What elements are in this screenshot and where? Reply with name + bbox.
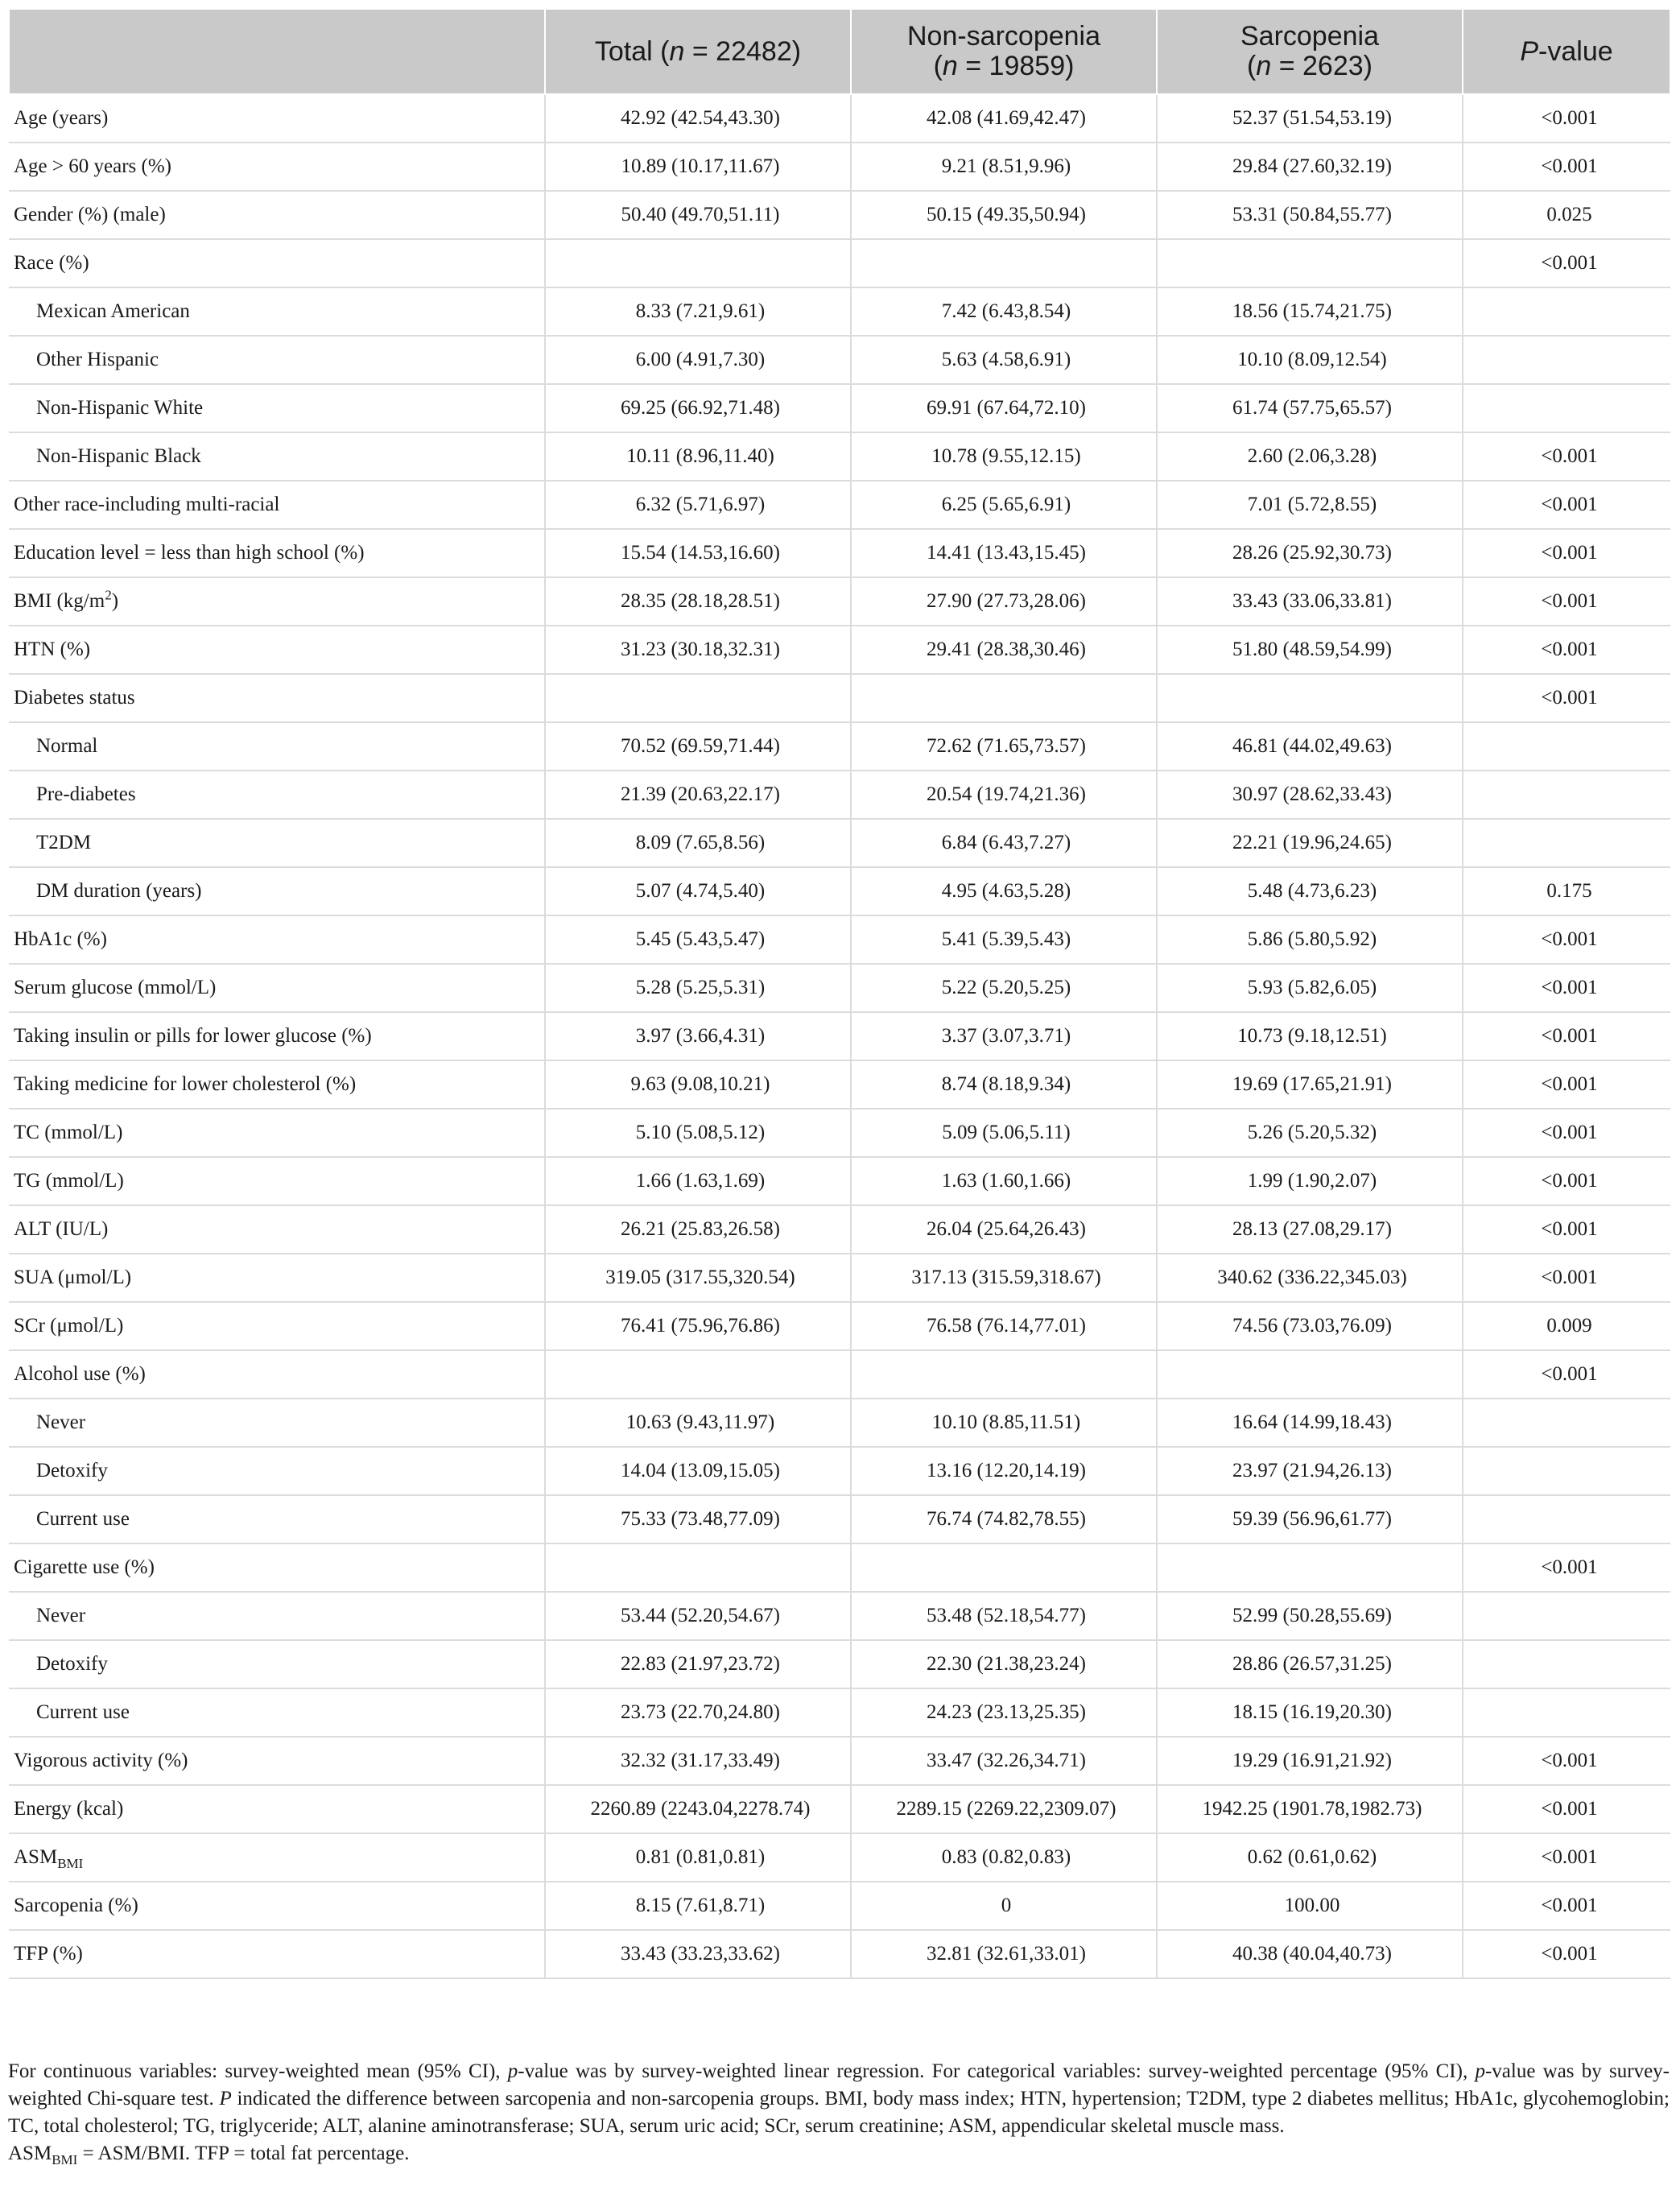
cell-non-sarcopenia: 22.30 (21.38,23.24) [851, 1640, 1157, 1688]
row-label: SCr (μmol/L) [9, 1302, 545, 1350]
cell-total: 42.92 (42.54,43.30) [545, 94, 851, 143]
cell-total: 53.44 (52.20,54.67) [545, 1592, 851, 1640]
row-label: Detoxify [9, 1447, 545, 1495]
cell-p-value: <0.001 [1463, 529, 1670, 577]
cell-p-value: <0.001 [1463, 626, 1670, 674]
cell-p-value [1463, 819, 1670, 867]
cell-non-sarcopenia: 33.47 (32.26,34.71) [851, 1737, 1157, 1785]
cell-sarcopenia: 61.74 (57.75,65.57) [1157, 384, 1463, 432]
cell-total: 1.66 (1.63,1.69) [545, 1157, 851, 1205]
cell-sarcopenia: 52.99 (50.28,55.69) [1157, 1592, 1463, 1640]
row-label [9, 577, 545, 626]
cell-non-sarcopenia: 317.13 (315.59,318.67) [851, 1254, 1157, 1302]
header-non-sarcopenia-prefix: ( [933, 51, 943, 81]
cell-sarcopenia: 46.81 (44.02,49.63) [1157, 722, 1463, 771]
cell-non-sarcopenia [851, 1543, 1157, 1592]
cell-sarcopenia: 100.00 [1157, 1882, 1463, 1930]
table-row [9, 143, 1670, 191]
row-label: Alcohol use (%) [9, 1350, 545, 1399]
table-row [9, 1205, 1670, 1254]
cell-sarcopenia: 1942.25 (1901.78,1982.73) [1157, 1785, 1463, 1833]
cell-sarcopenia: 5.93 (5.82,6.05) [1157, 964, 1463, 1012]
table-row [9, 1543, 1670, 1592]
cell-sarcopenia: 340.62 (336.22,345.03) [1157, 1254, 1463, 1302]
footnote-text-4: indicated the difference between sarcopenia and non-sarcopenia groups. BMI, body mass index; HTN, hypertension; T2DM, type 2 diabetes mellitus; HbA1c, glycohemoglobin; TC, total cholesterol; TG, triglyceride; ALT, alanine aminotransferase; SUA, serum uric acid; SCr, serum creatinine; ASM, appendicular skeletal muscle mass. [8, 2088, 1670, 2137]
cell-total: 76.41 (75.96,76.86) [545, 1302, 851, 1350]
table-row [9, 94, 1670, 143]
cell-non-sarcopenia: 0 [851, 1882, 1157, 1930]
footnote-text-1: For continuous variables: survey-weighted mean (95% CI), [8, 2060, 508, 2082]
cell-p-value: <0.001 [1463, 964, 1670, 1012]
cell-p-value: <0.001 [1463, 674, 1670, 722]
row-label: Current use [9, 1495, 545, 1543]
table-row [9, 191, 1670, 239]
row-label-prefix: ASM [14, 1846, 58, 1868]
cell-sarcopenia [1157, 1543, 1463, 1592]
cell-sarcopenia: 28.13 (27.08,29.17) [1157, 1205, 1463, 1254]
cell-total: 15.54 (14.53,16.60) [545, 529, 851, 577]
cell-total [545, 1350, 851, 1399]
cell-sarcopenia: 59.39 (56.96,61.77) [1157, 1495, 1463, 1543]
cell-p-value: <0.001 [1463, 94, 1670, 143]
table-row [9, 915, 1670, 964]
cell-non-sarcopenia: 5.63 (4.58,6.91) [851, 336, 1157, 384]
row-label: Diabetes status [9, 674, 545, 722]
cell-sarcopenia: 18.15 (16.19,20.30) [1157, 1688, 1463, 1737]
row-label-sub: BMI [57, 1856, 84, 1871]
cell-non-sarcopenia: 6.25 (5.65,6.91) [851, 481, 1157, 529]
cell-total: 31.23 (30.18,32.31) [545, 626, 851, 674]
cell-total: 5.45 (5.43,5.47) [545, 915, 851, 964]
header-non-sarcopenia-n: n [942, 51, 958, 81]
cell-p-value [1463, 336, 1670, 384]
cell-total: 3.97 (3.66,4.31) [545, 1012, 851, 1060]
cell-p-value: <0.001 [1463, 1060, 1670, 1109]
cell-non-sarcopenia: 42.08 (41.69,42.47) [851, 94, 1157, 143]
cell-p-value [1463, 1399, 1670, 1447]
cell-sarcopenia [1157, 674, 1463, 722]
cell-sarcopenia [1157, 1350, 1463, 1399]
row-label: Age > 60 years (%) [9, 143, 545, 191]
table-row [9, 336, 1670, 384]
cell-non-sarcopenia: 13.16 (12.20,14.19) [851, 1447, 1157, 1495]
row-label-sup: 2 [105, 587, 112, 603]
cell-sarcopenia: 7.01 (5.72,8.55) [1157, 481, 1463, 529]
cell-total: 70.52 (69.59,71.44) [545, 722, 851, 771]
table-row [9, 432, 1670, 481]
cell-non-sarcopenia: 76.58 (76.14,77.01) [851, 1302, 1157, 1350]
row-label: Gender (%) (male) [9, 191, 545, 239]
cell-sarcopenia: 1.99 (1.90,2.07) [1157, 1157, 1463, 1205]
cell-p-value: <0.001 [1463, 432, 1670, 481]
row-label: Mexican American [9, 287, 545, 336]
cell-total [545, 1543, 851, 1592]
cell-total: 319.05 (317.55,320.54) [545, 1254, 851, 1302]
table-body [9, 94, 1670, 1978]
header-non-sarcopenia-title: Non-sarcopenia [906, 21, 1101, 52]
cell-non-sarcopenia: 5.09 (5.06,5.11) [851, 1109, 1157, 1157]
row-label: T2DM [9, 819, 545, 867]
cell-sarcopenia: 74.56 (73.03,76.09) [1157, 1302, 1463, 1350]
cell-non-sarcopenia: 6.84 (6.43,7.27) [851, 819, 1157, 867]
table-row [9, 771, 1670, 819]
table-row [9, 1737, 1670, 1785]
row-label: Age (years) [9, 94, 545, 143]
header-variable [9, 9, 545, 94]
row-label: DM duration (years) [9, 867, 545, 915]
cell-sarcopenia: 40.38 (40.04,40.73) [1157, 1930, 1463, 1978]
cell-non-sarcopenia: 10.78 (9.55,12.15) [851, 432, 1157, 481]
row-label: Normal [9, 722, 545, 771]
cell-p-value [1463, 722, 1670, 771]
table-row [9, 867, 1670, 915]
table-row [9, 722, 1670, 771]
cell-non-sarcopenia: 5.22 (5.20,5.25) [851, 964, 1157, 1012]
row-label: HTN (%) [9, 626, 545, 674]
header-sarcopenia-n: n [1256, 51, 1272, 81]
header-non-sarcopenia-suffix: = 19859) [957, 51, 1075, 81]
cell-sarcopenia: 10.73 (9.18,12.51) [1157, 1012, 1463, 1060]
cell-total: 2260.89 (2243.04,2278.74) [545, 1785, 851, 1833]
cell-non-sarcopenia: 0.83 (0.82,0.83) [851, 1833, 1157, 1882]
cell-non-sarcopenia: 76.74 (74.82,78.55) [851, 1495, 1157, 1543]
row-label-suffix: ) [111, 590, 119, 612]
table-row [9, 1833, 1670, 1882]
cell-p-value: <0.001 [1463, 1930, 1670, 1978]
cell-p-value [1463, 1688, 1670, 1737]
row-label: Race (%) [9, 239, 545, 287]
cell-p-value [1463, 287, 1670, 336]
row-label: Other Hispanic [9, 336, 545, 384]
cell-sarcopenia: 30.97 (28.62,33.43) [1157, 771, 1463, 819]
cell-p-value [1463, 1640, 1670, 1688]
cell-sarcopenia [1157, 239, 1463, 287]
cell-total: 32.32 (31.17,33.49) [545, 1737, 851, 1785]
cell-sarcopenia: 28.86 (26.57,31.25) [1157, 1640, 1463, 1688]
footnote-asm: ASM [8, 2143, 52, 2164]
cell-total: 0.81 (0.81,0.81) [545, 1833, 851, 1882]
cell-non-sarcopenia: 3.37 (3.07,3.71) [851, 1012, 1157, 1060]
cell-total: 69.25 (66.92,71.48) [545, 384, 851, 432]
table-row [9, 529, 1670, 577]
cell-non-sarcopenia: 29.41 (28.38,30.46) [851, 626, 1157, 674]
table-row [9, 1109, 1670, 1157]
cell-p-value: <0.001 [1463, 915, 1670, 964]
row-label: TC (mmol/L) [9, 1109, 545, 1157]
footnote-asm-sub: BMI [52, 2152, 78, 2167]
cell-total: 33.43 (33.23,33.62) [545, 1930, 851, 1978]
cell-p-value: <0.001 [1463, 481, 1670, 529]
header-non-sarcopenia [851, 9, 1157, 94]
row-label: Never [9, 1592, 545, 1640]
cell-p-value: <0.001 [1463, 143, 1670, 191]
cell-p-value: 0.175 [1463, 867, 1670, 915]
cell-non-sarcopenia [851, 239, 1157, 287]
cell-non-sarcopenia: 14.41 (13.43,15.45) [851, 529, 1157, 577]
cell-non-sarcopenia: 4.95 (4.63,5.28) [851, 867, 1157, 915]
cell-total [545, 239, 851, 287]
row-label: TFP (%) [9, 1930, 545, 1978]
row-label: Non-Hispanic White [9, 384, 545, 432]
cell-sarcopenia: 23.97 (21.94,26.13) [1157, 1447, 1463, 1495]
cell-total: 5.28 (5.25,5.31) [545, 964, 851, 1012]
footnote-text-3: -value was by survey-weighted Chi-square test. [8, 2060, 1670, 2110]
cell-p-value: <0.001 [1463, 1833, 1670, 1882]
cell-non-sarcopenia: 5.41 (5.39,5.43) [851, 915, 1157, 964]
cell-sarcopenia: 18.56 (15.74,21.75) [1157, 287, 1463, 336]
table-row [9, 1399, 1670, 1447]
table-row [9, 1640, 1670, 1688]
row-label: TG (mmol/L) [9, 1157, 545, 1205]
cell-p-value: 0.025 [1463, 191, 1670, 239]
header-total-suffix: = 22482) [684, 35, 802, 67]
cell-non-sarcopenia: 9.21 (8.51,9.96) [851, 143, 1157, 191]
header-total-prefix: Total ( [594, 35, 670, 67]
cell-non-sarcopenia: 10.10 (8.85,11.51) [851, 1399, 1157, 1447]
cell-total [545, 674, 851, 722]
row-label: Non-Hispanic Black [9, 432, 545, 481]
table-row [9, 1060, 1670, 1109]
row-label: Other race-including multi-racial [9, 481, 545, 529]
cell-p-value: 0.009 [1463, 1302, 1670, 1350]
cell-total: 21.39 (20.63,22.17) [545, 771, 851, 819]
table-row [9, 819, 1670, 867]
cell-sarcopenia: 5.48 (4.73,6.23) [1157, 867, 1463, 915]
cell-non-sarcopenia: 32.81 (32.61,33.01) [851, 1930, 1157, 1978]
table-row [9, 674, 1670, 722]
table-row [9, 1012, 1670, 1060]
cell-p-value [1463, 1447, 1670, 1495]
header-sarcopenia-prefix: ( [1247, 51, 1257, 81]
cell-total: 50.40 (49.70,51.11) [545, 191, 851, 239]
cell-non-sarcopenia: 53.48 (52.18,54.77) [851, 1592, 1157, 1640]
table-row [9, 481, 1670, 529]
table-row [9, 577, 1670, 626]
cell-total: 6.00 (4.91,7.30) [545, 336, 851, 384]
row-label: ALT (IU/L) [9, 1205, 545, 1254]
cell-sarcopenia: 16.64 (14.99,18.43) [1157, 1399, 1463, 1447]
row-label: Serum glucose (mmol/L) [9, 964, 545, 1012]
row-label: Energy (kcal) [9, 1785, 545, 1833]
cell-p-value: <0.001 [1463, 1543, 1670, 1592]
row-label: HbA1c (%) [9, 915, 545, 964]
cell-p-value [1463, 1495, 1670, 1543]
cell-p-value [1463, 384, 1670, 432]
table-row [9, 1447, 1670, 1495]
cell-p-value: <0.001 [1463, 1882, 1670, 1930]
header-p-letter: P [1520, 35, 1539, 67]
cell-total: 10.89 (10.17,11.67) [545, 143, 851, 191]
table-row [9, 1495, 1670, 1543]
table-footnote [8, 2058, 1670, 2167]
header-sarcopenia [1157, 9, 1463, 94]
row-label: SUA (μmol/L) [9, 1254, 545, 1302]
header-total-n: n [669, 35, 685, 67]
table-row [9, 1688, 1670, 1737]
cell-p-value: <0.001 [1463, 1254, 1670, 1302]
footnote-p-1: p [507, 2060, 518, 2082]
cell-sarcopenia: 33.43 (33.06,33.81) [1157, 577, 1463, 626]
cell-sarcopenia: 29.84 (27.60,32.19) [1157, 143, 1463, 191]
cell-p-value: <0.001 [1463, 239, 1670, 287]
cell-total: 5.10 (5.08,5.12) [545, 1109, 851, 1157]
cell-non-sarcopenia: 20.54 (19.74,21.36) [851, 771, 1157, 819]
table-row [9, 287, 1670, 336]
cell-total: 6.32 (5.71,6.97) [545, 481, 851, 529]
header-p-value [1463, 9, 1670, 94]
characteristics-table [8, 8, 1671, 1979]
table-row [9, 1254, 1670, 1302]
cell-sarcopenia: 19.29 (16.91,21.92) [1157, 1737, 1463, 1785]
cell-non-sarcopenia: 1.63 (1.60,1.66) [851, 1157, 1157, 1205]
cell-sarcopenia: 0.62 (0.61,0.62) [1157, 1833, 1463, 1882]
cell-total: 5.07 (4.74,5.40) [545, 867, 851, 915]
row-label: Education level = less than high school (%) [9, 529, 545, 577]
row-label: Cigarette use (%) [9, 1543, 545, 1592]
table-row [9, 1350, 1670, 1399]
cell-total: 8.09 (7.65,8.56) [545, 819, 851, 867]
cell-total: 75.33 (73.48,77.09) [545, 1495, 851, 1543]
cell-sarcopenia: 5.86 (5.80,5.92) [1157, 915, 1463, 964]
table-row [9, 964, 1670, 1012]
cell-non-sarcopenia: 8.74 (8.18,9.34) [851, 1060, 1157, 1109]
table-row [9, 1785, 1670, 1833]
table-row [9, 626, 1670, 674]
header-row [9, 9, 1670, 94]
table-header [9, 9, 1670, 94]
cell-p-value: <0.001 [1463, 577, 1670, 626]
row-label: Vigorous activity (%) [9, 1737, 545, 1785]
cell-total: 14.04 (13.09,15.05) [545, 1447, 851, 1495]
cell-p-value: <0.001 [1463, 1109, 1670, 1157]
cell-p-value [1463, 1592, 1670, 1640]
cell-p-value: <0.001 [1463, 1012, 1670, 1060]
header-total [545, 9, 851, 94]
cell-sarcopenia: 5.26 (5.20,5.32) [1157, 1109, 1463, 1157]
table-row [9, 1157, 1670, 1205]
cell-total: 10.63 (9.43,11.97) [545, 1399, 851, 1447]
cell-p-value: <0.001 [1463, 1350, 1670, 1399]
row-label-prefix: BMI (kg/m [14, 590, 105, 612]
cell-sarcopenia: 28.26 (25.92,30.73) [1157, 529, 1463, 577]
row-label [9, 1833, 545, 1882]
table-row [9, 1592, 1670, 1640]
row-label: Taking medicine for lower cholesterol (%) [9, 1060, 545, 1109]
table-row [9, 1930, 1670, 1978]
footnote-p-2: p [1475, 2060, 1485, 2082]
cell-sarcopenia: 52.37 (51.54,53.19) [1157, 94, 1463, 143]
cell-non-sarcopenia [851, 674, 1157, 722]
cell-p-value: <0.001 [1463, 1205, 1670, 1254]
table-container [8, 8, 1670, 1979]
table-row [9, 1302, 1670, 1350]
cell-total: 26.21 (25.83,26.58) [545, 1205, 851, 1254]
cell-non-sarcopenia: 7.42 (6.43,8.54) [851, 287, 1157, 336]
cell-p-value: <0.001 [1463, 1157, 1670, 1205]
row-label: Pre-diabetes [9, 771, 545, 819]
row-label: Current use [9, 1688, 545, 1737]
cell-non-sarcopenia: 24.23 (23.13,25.35) [851, 1688, 1157, 1737]
cell-sarcopenia: 51.80 (48.59,54.99) [1157, 626, 1463, 674]
header-sarcopenia-title: Sarcopenia [1240, 21, 1379, 52]
row-label: Sarcopenia (%) [9, 1882, 545, 1930]
cell-sarcopenia: 53.31 (50.84,55.77) [1157, 191, 1463, 239]
cell-sarcopenia: 10.10 (8.09,12.54) [1157, 336, 1463, 384]
table-row [9, 384, 1670, 432]
cell-non-sarcopenia: 27.90 (27.73,28.06) [851, 577, 1157, 626]
cell-sarcopenia: 19.69 (17.65,21.91) [1157, 1060, 1463, 1109]
row-label: Never [9, 1399, 545, 1447]
cell-p-value: <0.001 [1463, 1785, 1670, 1833]
row-label: Taking insulin or pills for lower glucose (%) [9, 1012, 545, 1060]
header-sarcopenia-suffix: = 2623) [1271, 51, 1372, 81]
cell-non-sarcopenia: 69.91 (67.64,72.10) [851, 384, 1157, 432]
cell-sarcopenia: 22.21 (19.96,24.65) [1157, 819, 1463, 867]
cell-p-value: <0.001 [1463, 1737, 1670, 1785]
cell-total: 8.33 (7.21,9.61) [545, 287, 851, 336]
footnote-p-3: P [219, 2088, 232, 2110]
cell-total: 28.35 (28.18,28.51) [545, 577, 851, 626]
cell-total: 23.73 (22.70,24.80) [545, 1688, 851, 1737]
footnote-text-5: = ASM/BMI. TFP = total fat percentage. [77, 2143, 410, 2164]
cell-p-value [1463, 771, 1670, 819]
cell-non-sarcopenia: 26.04 (25.64,26.43) [851, 1205, 1157, 1254]
row-label: Detoxify [9, 1640, 545, 1688]
cell-total: 22.83 (21.97,23.72) [545, 1640, 851, 1688]
cell-non-sarcopenia: 2289.15 (2269.22,2309.07) [851, 1785, 1157, 1833]
table-row [9, 1882, 1670, 1930]
cell-total: 10.11 (8.96,11.40) [545, 432, 851, 481]
cell-total: 8.15 (7.61,8.71) [545, 1882, 851, 1930]
header-p-suffix: -value [1538, 35, 1613, 67]
cell-non-sarcopenia [851, 1350, 1157, 1399]
cell-sarcopenia: 2.60 (2.06,3.28) [1157, 432, 1463, 481]
cell-non-sarcopenia: 50.15 (49.35,50.94) [851, 191, 1157, 239]
table-row [9, 239, 1670, 287]
cell-non-sarcopenia: 72.62 (71.65,73.57) [851, 722, 1157, 771]
footnote-text-2: -value was by survey-weighted linear regression. For categorical variables: survey-weighted percentage (95% CI), [518, 2060, 1476, 2082]
cell-total: 9.63 (9.08,10.21) [545, 1060, 851, 1109]
